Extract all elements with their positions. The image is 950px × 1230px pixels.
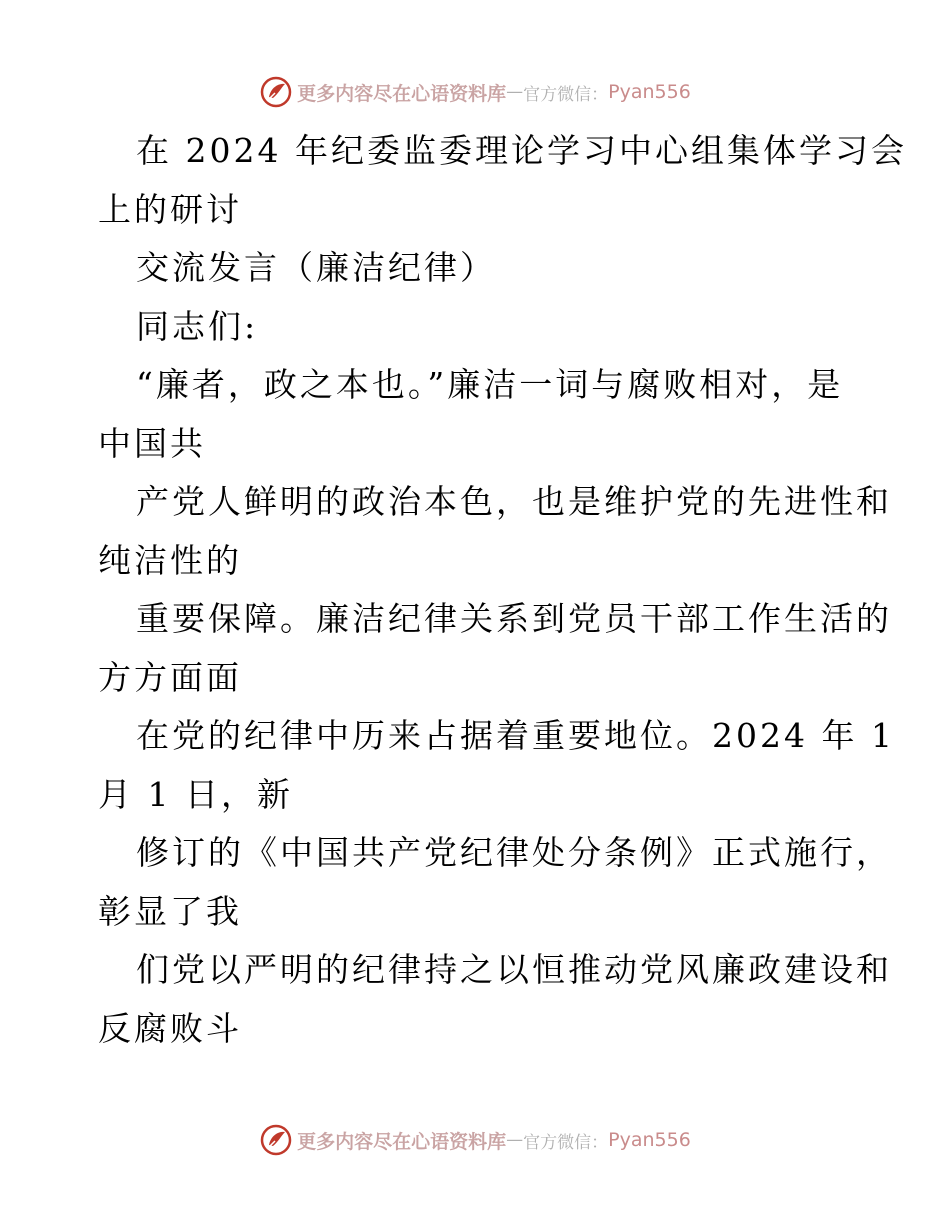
document-line: 重要保障。廉洁纪律关系到党员干部工作生活的 — [136, 599, 892, 638]
watermark-brand-text: 更多内容尽在心语资料库 — [297, 82, 507, 105]
document-line: 在党的纪律中历来占据着重要地位。2024 年 1 — [136, 716, 895, 755]
header-watermark — [0, 72, 950, 112]
document-line: 交流发言（廉洁纪律） — [136, 248, 496, 287]
document-line: 同志们: — [136, 306, 259, 346]
document-body — [98, 122, 907, 1058]
watermark-wechat-id: Pyan556 — [608, 81, 691, 103]
document-line: 月 1 日，新 — [98, 774, 293, 814]
document-line: “廉者，政之本也。”廉洁一词与腐败相对，是 — [136, 365, 844, 404]
document-line: 产党人鲜明的政治本色，也是维护党的先进性和 — [136, 482, 892, 521]
document-line: 中国共 — [98, 423, 206, 463]
watermark-wechat-label: 官方微信： — [523, 84, 609, 105]
document-line: 们党以严明的纪律持之以恒推动党风廉政建设和 — [136, 950, 892, 989]
flame-leaf-logo-icon — [259, 1123, 293, 1157]
flame-leaf-logo-icon — [259, 75, 293, 109]
watermark-dash: — — [506, 1130, 524, 1150]
watermark-dash: — — [506, 82, 524, 102]
document-line: 上的研讨 — [98, 189, 242, 229]
watermark-brand-text: 更多内容尽在心语资料库 — [297, 1130, 507, 1153]
document-line: 纯洁性的 — [98, 540, 242, 580]
document-line: 反腐败斗 — [98, 1008, 242, 1048]
document-line: 方方面面 — [98, 657, 242, 697]
document-line: 彰显了我 — [98, 891, 242, 931]
document-line: 修订的《中国共产党纪律处分条例》正式施行， — [136, 833, 892, 872]
footer-watermark — [0, 1120, 950, 1160]
watermark-wechat-id: Pyan556 — [608, 1129, 691, 1151]
watermark-wechat-label: 官方微信： — [523, 1132, 609, 1153]
document-line: 在 2024 年纪委监委理论学习中心组集体学习会 — [136, 131, 907, 170]
